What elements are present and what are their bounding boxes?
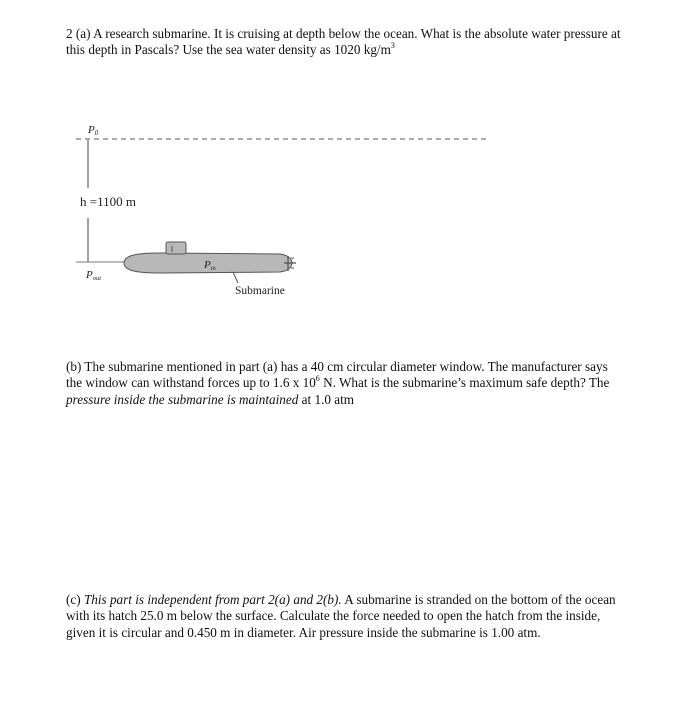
question-a-text: A research submarine. It is cruising at depth below the ocean. What is the absolute water pressure at this depth in Pascals? Use the sea water density as 1020 kg/m <box>66 26 621 58</box>
outside-pressure-label: Pout <box>86 269 102 282</box>
question-a-superscript: 3 <box>390 41 395 51</box>
caption-pointer <box>233 272 238 283</box>
question-c-label: (c) <box>66 592 84 607</box>
question-b-italic: pressure inside the submarine is maintained <box>66 391 299 407</box>
inside-pressure-label: Pin <box>204 259 216 272</box>
question-b-superscript: 6 <box>315 374 320 384</box>
question-c-italic: This part is independent from part 2(a) and 2(b). <box>83 592 342 607</box>
question-b-text-2: N. What is the submarine’s maximum safe depth? The <box>319 375 610 391</box>
question-c-text: A submarine is stranded on the bottom of the ocean with its hatch 25.0 m below the surface. Calculate the force needed to open the hatch from the inside, given it is circular and 0.450 m in diameter. Air pressure inside the submarine is 1.00 atm. <box>66 592 616 640</box>
question-b-text-1: (b) The submarine mentioned in part (a) has a 40 cm circular diameter window. The manufacturer says the window can withstand forces up to 1.6 x 10 <box>66 359 608 391</box>
question-b <box>66 359 626 408</box>
question-c <box>66 592 626 641</box>
question-b-text-3: at 1.0 atm <box>298 391 355 407</box>
surface-pressure-label: P0 <box>88 124 99 137</box>
submarine-caption: Submarine <box>235 285 285 297</box>
question-a-number: 2 (a) <box>66 26 91 41</box>
submarine-depth-figure <box>0 0 674 340</box>
depth-label: h =1100 m <box>80 194 136 209</box>
